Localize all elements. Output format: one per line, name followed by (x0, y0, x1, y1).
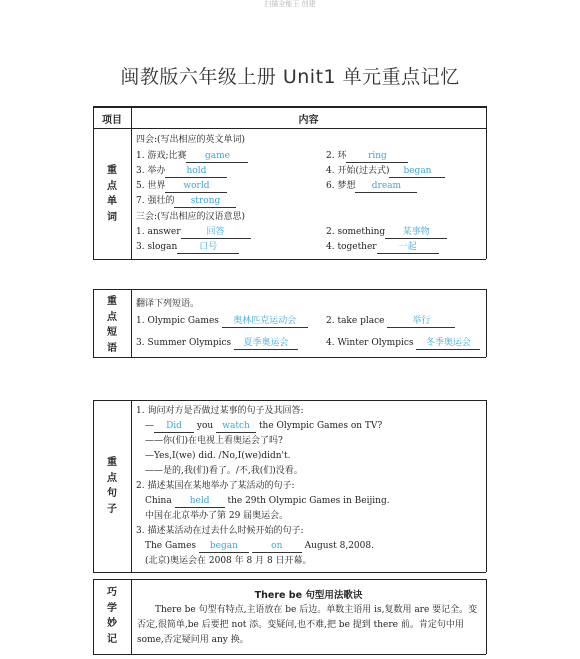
sentences-right-border (486, 400, 487, 572)
word-item-6: 6. 梦想 dream (326, 179, 417, 193)
phrases-top-border (93, 289, 486, 290)
sentences-bottom-border (93, 572, 486, 573)
sentence-3-text: The Games began on August 8,2008. (145, 541, 374, 551)
sentence-2-text: China held the 29th Olympic Games in Beijing. (145, 496, 390, 506)
phrases-intro: 翻译下列短语。 (136, 299, 200, 309)
word-item-7: 7. 强壮的 strong (136, 194, 236, 208)
word2-item-2: 2. something 某事物 (326, 225, 447, 239)
watermark: 扫描全能王 创建 (264, 0, 316, 8)
word-item-2: 2. 环 ring (326, 149, 408, 163)
phrases-label: 重 点 短 语 (107, 296, 117, 354)
phrase-item-1: 1. Olympic Games 奥林匹克运动会 (136, 314, 308, 328)
words-intro-4: 四会:(写出相应的英文单词) (136, 135, 246, 145)
sentence-1-answer-cn: ——是的,我(们)看了。/不,我(们)没看。 (145, 466, 303, 476)
word2-item-4: 4. together 一起 (326, 240, 439, 254)
word2-item-1: 1. answer 回答 (136, 225, 251, 239)
sentence-1-question: — Did you watch the Olympic Games on TV? (145, 421, 383, 431)
sentence-2-cn: 中国在北京举办了第 29 届奥运会。 (145, 511, 289, 521)
sentence-1-cn: ——你(们)在电视上看奥运会了吗? (145, 436, 283, 446)
phrase-item-3: 3. Summer Olympics 夏季奥运会 (136, 336, 298, 350)
sentence-3-cn: (北京)奥运会在 2008 年 8 月 8 日开幕。 (145, 556, 312, 566)
table-top-border (93, 106, 486, 108)
tips-label: 巧 学 妙 记 (107, 587, 117, 645)
word2-item-3: 3. slogan 口号 (136, 240, 239, 254)
table-right-border (486, 106, 487, 259)
header-divider (93, 128, 486, 129)
tips-top-border (93, 579, 486, 580)
tips-title: There be 句型用法歌诀 (254, 590, 363, 601)
word-item-1: 1. 游戏;比赛 game (136, 149, 248, 163)
sentences-top-border (93, 400, 486, 401)
words-label: 重 点 单 词 (107, 165, 117, 223)
header-project: 项目 (102, 115, 122, 126)
word-item-3: 3. 举办 hold (136, 164, 227, 178)
column-divider (131, 106, 132, 259)
tips-bottom-border (93, 654, 486, 655)
phrases-column-divider (131, 289, 132, 357)
sentence-2-heading: 2. 描述某国在某地举办了某活动的句子: (136, 481, 295, 491)
word-item-4: 4. 开始(过去式) began (326, 164, 445, 178)
phrases-bottom-border (93, 357, 486, 358)
tips-content (131, 588, 486, 648)
sentence-1-answer: —Yes,I(we) did. /No,I(we)didn't. (145, 451, 291, 461)
sentence-1-heading: 1. 询问对方是否做过某事的句子及其回答: (136, 406, 304, 416)
phrases-right-border (486, 289, 487, 357)
words-bottom-border (93, 259, 486, 260)
words-intro-3: 三会:(写出相应的汉语意思) (136, 212, 246, 222)
sentences-label: 重 点 句 子 (107, 457, 117, 515)
phrase-item-4: 4. Winter Olympics 冬季奥运会 (326, 336, 480, 350)
page-title: 闽教版六年级上册 Unit1 单元重点记忆 (120, 66, 460, 88)
sentences-column-divider (131, 400, 132, 572)
sentence-3-heading: 3. 描述某活动在过去什么时候开始的句子: (136, 526, 304, 536)
phrase-item-2: 2. take place 举行 (326, 314, 455, 328)
tips-right-border (486, 579, 487, 654)
word-item-5: 5. 世界 world (136, 179, 227, 193)
tips-text: There be 句型有特点,主语放在 be 后边。单数主语用 is,复数用 are 要记全。变否定,很简单,be 后要把 not 添。变疑问,也不难,把 be 提到 there 前。肯定句中用 some,否定疑问用 any 换。 (137, 605, 478, 645)
header-content: 内容 (298, 115, 319, 126)
